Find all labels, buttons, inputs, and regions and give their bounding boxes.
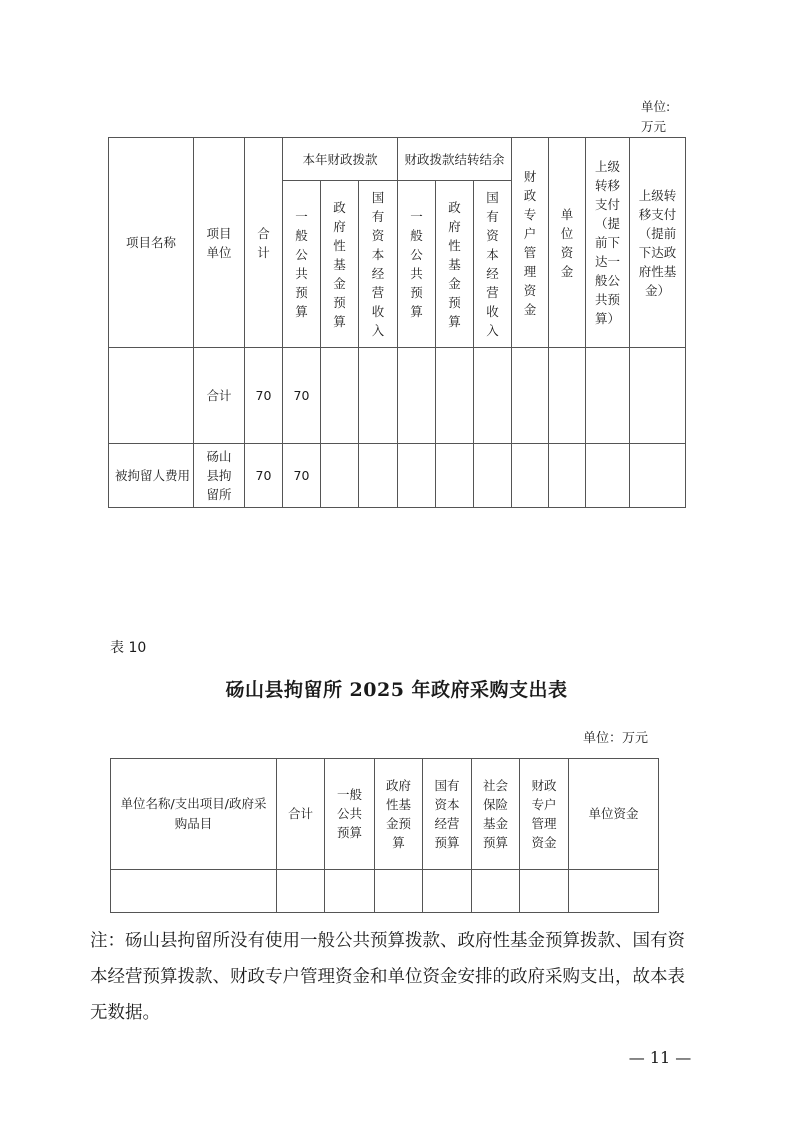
cell-general-public-budget: 70 — [283, 444, 321, 508]
cell-empty — [111, 870, 277, 913]
page-title: 砀山县拘留所 2025 年政府采购支出表 — [225, 679, 568, 701]
header-unit-name — [111, 759, 277, 870]
header-carry-gov-fund-budget — [436, 181, 474, 348]
header-carry-state-capital-income-text: 国有资本经营收入 — [486, 190, 499, 338]
header-unit-funds: 单位资金 — [569, 759, 659, 870]
cell-general-public-budget: 70 — [283, 348, 321, 444]
header-unit-funds — [549, 138, 586, 348]
cell-total: 70 — [245, 444, 283, 508]
header-carry-general-public-budget — [398, 181, 436, 348]
header-row-1 — [109, 138, 686, 181]
header-general-public-budget — [283, 181, 321, 348]
cell-empty — [277, 870, 325, 913]
cell-empty — [321, 348, 359, 444]
header-carry-state-capital-income — [474, 181, 512, 348]
page-number: — 11 — — [628, 1048, 692, 1067]
cell-empty — [359, 444, 398, 508]
cell-empty — [512, 444, 549, 508]
cell-total: 70 — [245, 348, 283, 444]
cell-empty — [520, 870, 569, 913]
header-row — [111, 759, 659, 870]
table-row-total — [109, 348, 686, 444]
cell-empty — [474, 348, 512, 444]
header-carryover-group — [398, 138, 512, 181]
header-gov-fund-budget — [375, 759, 423, 870]
table-note: 注：砀山县拘留所没有使用一般公共预算拨款、政府性基金预算拨款、国有资本经营预算拨款、财政专户管理资金和单位资金安排的政府采购支出，故本表无数据。 — [90, 931, 685, 1023]
cell-empty — [474, 444, 512, 508]
header-unit-name-text: 单位名称/支出项目/政府采购品目 — [120, 796, 267, 831]
cell-empty — [375, 870, 423, 913]
header-carry-gov-fund-budget-text: 政府性基金预算 — [448, 199, 461, 329]
header-fiscal-special-account-text: 财政专户管理资金 — [523, 168, 537, 317]
cell-empty — [359, 348, 398, 444]
cell-project-name — [109, 348, 194, 444]
cell-empty — [436, 348, 474, 444]
cell-empty — [398, 348, 436, 444]
cell-project-unit-text: 砀山县拘留所 — [206, 449, 232, 502]
table-row — [109, 444, 686, 508]
cell-empty — [630, 444, 686, 508]
header-upper-transfer-gov-fund-text: 上级转移支付（提前下达政府性基金） — [638, 187, 677, 298]
header-project-unit — [194, 138, 245, 348]
header-fiscal-special-account — [512, 138, 549, 348]
project-expenditure-table — [108, 137, 686, 508]
cell-empty — [321, 444, 359, 508]
header-total — [245, 138, 283, 348]
header-unit-funds-text: 单位资金 — [560, 206, 574, 279]
header-gov-fund-budget-text: 政府性基金预算 — [333, 199, 346, 329]
header-carryover-group-text: 财政拨款结转结余 — [404, 151, 505, 167]
unit-label-line1: 单位: — [641, 99, 671, 114]
cell-empty — [630, 348, 686, 444]
cell-empty — [423, 870, 472, 913]
procurement-expenditure-table — [110, 758, 659, 913]
header-upper-transfer-general-text: 上级转移支付（提前下达一般公共预算） — [595, 159, 621, 326]
cell-project-unit — [194, 444, 245, 508]
header-project-unit-text: 项目单位 — [206, 225, 232, 260]
header-gov-fund-budget — [321, 181, 359, 348]
unit-label-line2: 万元 — [641, 119, 667, 134]
header-social-insurance-budget — [472, 759, 520, 870]
header-gov-fund-budget-text: 政府性基金预算 — [385, 777, 411, 850]
header-carry-general-public-budget-text: 一般公共预算 — [410, 209, 423, 319]
table10-unit-label: 单位：万元 — [583, 731, 649, 746]
header-state-capital-budget-text: 国有资本经营预算 — [434, 777, 460, 850]
header-state-capital-budget — [423, 759, 472, 870]
cell-empty — [512, 348, 549, 444]
cell-empty — [586, 444, 630, 508]
table9-unit-label — [641, 97, 681, 137]
header-general-public-budget-text: 一般公共预算 — [295, 209, 308, 319]
header-upper-transfer-general — [586, 138, 630, 348]
table-row-empty — [111, 870, 659, 913]
table-number-label: 表 10 — [110, 640, 147, 656]
header-fiscal-special-account — [520, 759, 569, 870]
cell-empty — [472, 870, 520, 913]
cell-empty — [398, 444, 436, 508]
cell-empty — [436, 444, 474, 508]
cell-project-unit: 合计 — [194, 348, 245, 444]
cell-empty — [586, 348, 630, 444]
cell-empty — [569, 870, 659, 913]
cell-project-name: 被拘留人费用 — [109, 444, 194, 508]
cell-empty — [549, 444, 586, 508]
header-total: 合计 — [277, 759, 325, 870]
header-fiscal-special-account-text: 财政专户管理资金 — [531, 777, 557, 850]
header-state-capital-income-text: 国有资本经营收入 — [371, 190, 385, 338]
header-project-name: 项目名称 — [109, 138, 194, 348]
header-state-capital-income — [359, 181, 398, 348]
header-upper-transfer-gov-fund — [630, 138, 686, 348]
header-current-year-group: 本年财政拨款 — [283, 138, 398, 181]
header-total-text: 合计 — [257, 225, 270, 260]
header-general-public-budget-text: 一般公共预算 — [336, 787, 362, 840]
header-social-insurance-budget-text: 社会保险基金预算 — [482, 777, 508, 850]
cell-empty — [549, 348, 586, 444]
cell-empty — [325, 870, 375, 913]
header-general-public-budget — [325, 759, 375, 870]
